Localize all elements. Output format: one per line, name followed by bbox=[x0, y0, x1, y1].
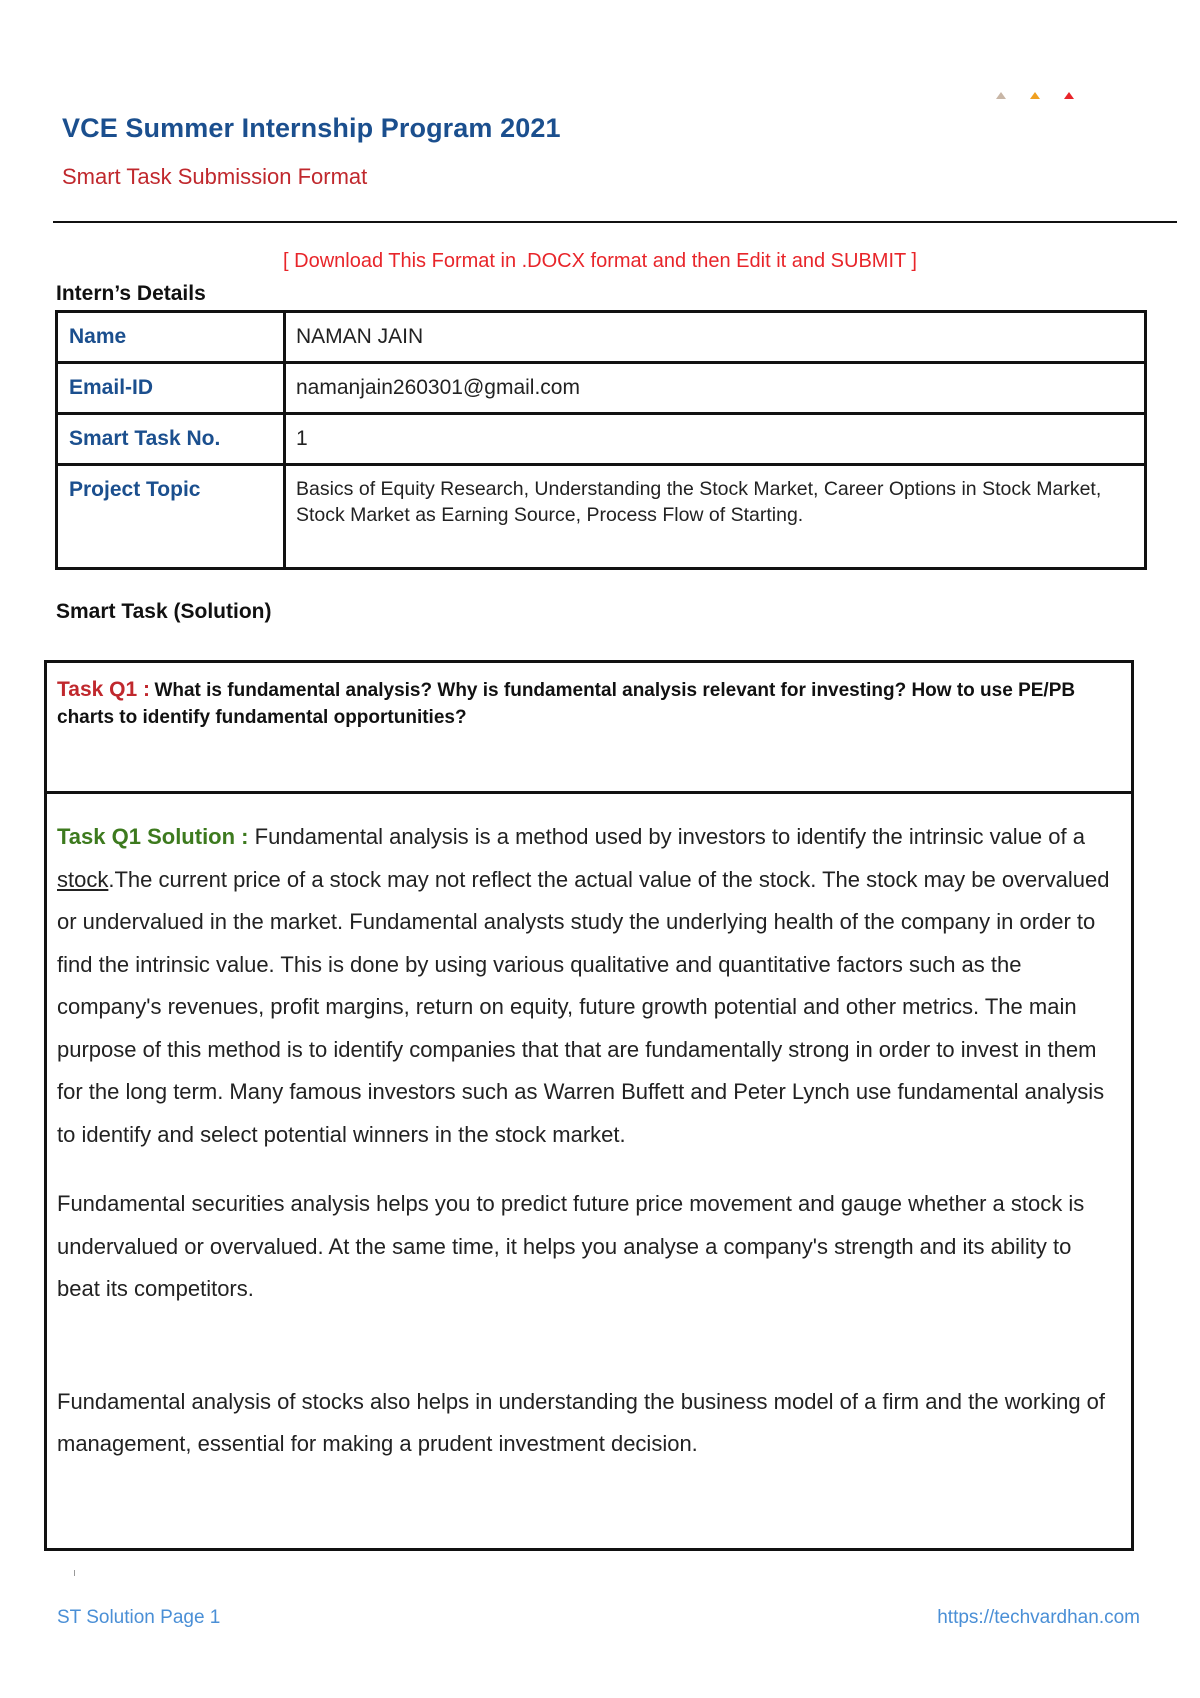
project-topic-label: Project Topic bbox=[57, 465, 285, 569]
solution-p1-start: Fundamental analysis is a method used by investors to identify the intrinsic value of a bbox=[254, 824, 1085, 849]
document-subtitle: Smart Task Submission Format bbox=[62, 164, 368, 189]
table-row bbox=[57, 465, 1146, 569]
table-row bbox=[57, 414, 1146, 465]
solution-paragraph-1 bbox=[57, 816, 1119, 1156]
interns-details-heading: Intern’s Details bbox=[56, 282, 206, 305]
name-value: NAMAN JAIN bbox=[285, 312, 1146, 363]
footer-url-link[interactable]: https://techvardhan.com bbox=[937, 1607, 1140, 1628]
margin-mark bbox=[74, 1570, 75, 1576]
solution-paragraph-2: Fundamental securities analysis helps you to predict future price movement and gauge whether a stock is undervalued or overvalued. At the same time, it helps you analyse a company's strength and its ability to beat its competitors. bbox=[57, 1191, 1085, 1301]
question-text: What is fundamental analysis? Why is fundamental analysis relevant for investing? How to use PE/PB charts to identify fundamental opportunities? bbox=[57, 680, 1076, 728]
solution-p1-rest: .The current price of a stock may not reflect the actual value of the stock. The stock may be overvalued or undervalued in the market. Fundamental analysts study the underlying health of the company in order to find the intrinsic value. This is done by using various qualitative and quantitative factors such as the company's revenues, profit margins, return on equity, future growth potential and other metrics. The main purpose of this method is to identify companies that that are fundamentally strong in order to invest in them for the long term. Many famous investors such as Warren Buffett and Peter Lynch use fundamental analysis to identify and select potential winners in the stock market. bbox=[57, 866, 1110, 1147]
logo-triangle-1-icon bbox=[996, 92, 1006, 99]
question-box bbox=[44, 660, 1134, 794]
document-title: VCE Summer Internship Program 2021 bbox=[62, 113, 561, 143]
smart-task-heading: Smart Task (Solution) bbox=[56, 600, 272, 623]
table-row bbox=[57, 363, 1146, 414]
email-value: namanjain260301@gmail.com bbox=[285, 363, 1146, 414]
email-label: Email-ID bbox=[57, 363, 285, 414]
solution-box bbox=[44, 791, 1134, 1551]
table-row bbox=[57, 312, 1146, 363]
header-divider bbox=[53, 221, 1177, 223]
solution-label: Task Q1 Solution : bbox=[57, 824, 249, 849]
interns-details-table bbox=[55, 310, 1147, 570]
footer-page-label: ST Solution Page 1 bbox=[57, 1607, 221, 1628]
logo-triangle-3-icon bbox=[1064, 92, 1074, 99]
smart-task-no-label: Smart Task No. bbox=[57, 414, 285, 465]
download-note: [ Download This Format in .DOCX format and then Edit it and SUBMIT ] bbox=[283, 250, 917, 272]
smart-task-no-value: 1 bbox=[285, 414, 1146, 465]
solution-paragraph-3: Fundamental analysis of stocks also helps in understanding the business model of a firm and the working of management, essential for making a prudent investment decision. bbox=[57, 1388, 1106, 1456]
question-label: Task Q1 : bbox=[57, 678, 150, 701]
name-label: Name bbox=[57, 312, 285, 363]
project-topic-value: Basics of Equity Research, Understanding the Stock Market, Career Options in Stock Market, Stock Market as Earning Source, Process Flow of Starting. bbox=[285, 465, 1146, 569]
stock-link[interactable]: stock bbox=[57, 866, 109, 892]
logo-triangle-2-icon bbox=[1030, 92, 1040, 99]
